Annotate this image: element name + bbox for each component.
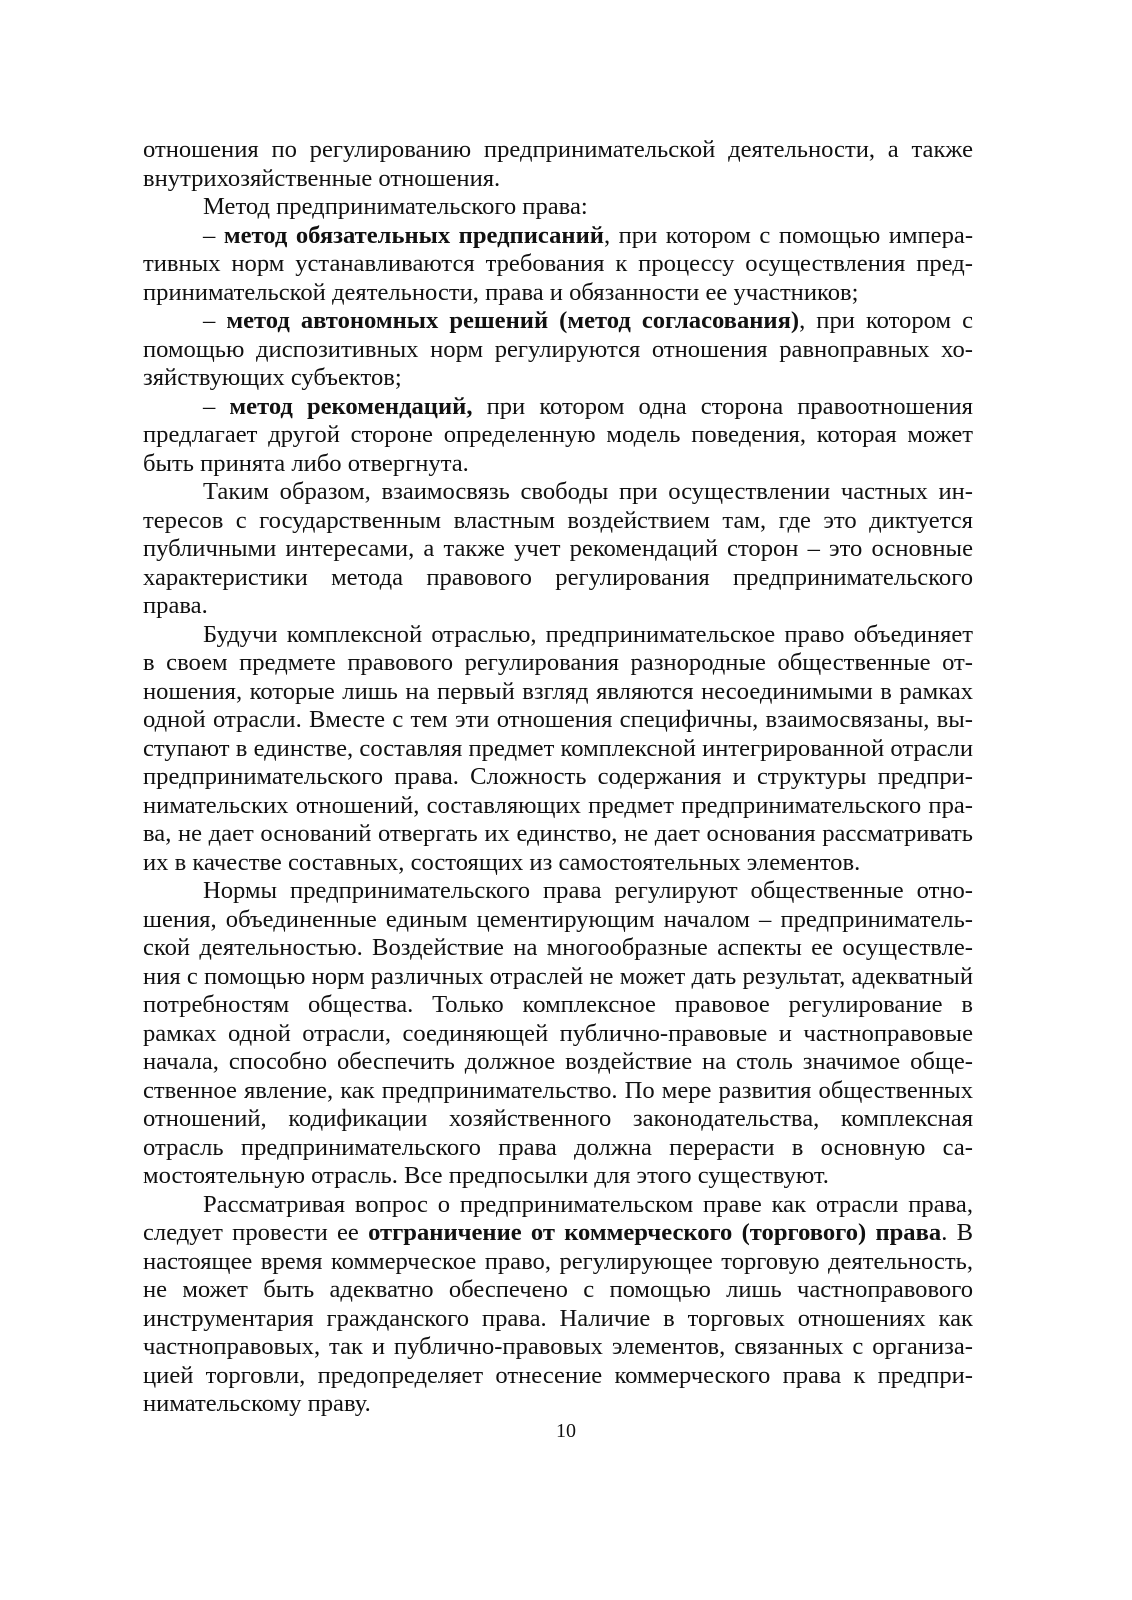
paragraph-conclusion: Таким образом, взаимосвязь свободы при осуществлении частных интересов с государственным властным воздействием там, где это диктуется публичными интересами, а также учет рекомендаций сторон – это основные характеристики метода правового регулирования предпринимательского права. [143, 478, 973, 619]
paragraph-lead: Рассматривая вопрос о предпринимательском праве как отрасли права, следует провести ее [143, 1190, 973, 1246]
paragraph-continuation: отношения по регулированию предпринимательской деятельности, а также внутрихозяйственные отношения. [143, 136, 973, 192]
document-body [143, 136, 973, 1419]
paragraph-method-mandatory [143, 222, 973, 308]
term-mandatory-method: метод обязательных предписаний [223, 221, 604, 249]
paragraph-norms: Нормы предпринимательского права регулируют общественные отношения, объединенные единым цементирующим началом – предпринимательской деятельностью. Воздействие на многообразные аспекты ее осуществления с помощью норм различных отраслей не может дать результат, адекватный потребностям общества. Только комплексное правовое регулирование в рамках одной отрасли, соединяющей публично-правовые и частноправовые начала, способно обеспечить должное воздействие на столь значимое общественное явление, как предпринимательство. По мере развития общественных отношений, кодификации хозяйственного законодательства, комплексная отрасль предпринимательского права должна перерасти в основную самостоятельную отрасль. Все предпосылки для этого существуют. [143, 877, 973, 1189]
term-commercial-distinction: отграничение от коммерческого (торгового) права [368, 1219, 942, 1246]
paragraph-text: при котором одна сторона правоотношения предлагает другой стороне определенную модель поведения, которая может быть принята либо отвергнута. [143, 392, 973, 477]
page-number: 10 [556, 1420, 576, 1442]
paragraph-complex-branch: Будучи комплексной отраслью, предпринимательское право объединяет в своем предмете правового регулирования разнородные общественные отношения, которые лишь на первый взгляд являются несоединимыми в рамках одной отрасли. Вместе с тем эти отношения специфичны, взаимосвязаны, выступают в единстве, составляя предмет комплексной интегрированной отрасли предпринимательского права. Сложность содержания и структуры предпринимательских отношений, составляющих предмет предпринимательского права, не дает оснований отвергать их единство, не дает основания рассматривать их в качестве составных, состоящих из самостоятельных элементов. [143, 620, 973, 876]
list-dash: – [203, 392, 230, 420]
list-dash: – [203, 307, 227, 334]
paragraph-method-recommendations [143, 393, 973, 479]
paragraph-commercial-law [143, 1191, 973, 1419]
paragraph-method-intro: Метод предпринимательского права: [203, 193, 588, 220]
term-autonomous-method: метод автономных решений (метод согласования) [226, 307, 800, 334]
paragraph-text: , при котором с помощью императивных норм устанавливаются требования к процессу осуществления предпринимательской деятельности, права и обязанности ее участников; [143, 221, 974, 306]
paragraph-method-autonomous [143, 307, 973, 393]
paragraph-text: , при котором с помощью диспозитивных норм регулируются отношения равноправных хозяйствующих субъектов; [143, 307, 973, 391]
paragraph-text: . В настоящее время коммерческое право, регулирующее торговую деятельность, не может быть адекватно обеспечено с помощью лишь частноправового инструментария гражданского права. Наличие в торговых отношениях как частноправовых, так и публично-правовых элементов, связанных с организацией торговли, предопределяет отнесение коммерческого права к предпринимательскому праву. [143, 1219, 973, 1417]
term-recommendation-method: метод рекомендаций, [229, 392, 473, 420]
list-dash: – [203, 221, 224, 249]
